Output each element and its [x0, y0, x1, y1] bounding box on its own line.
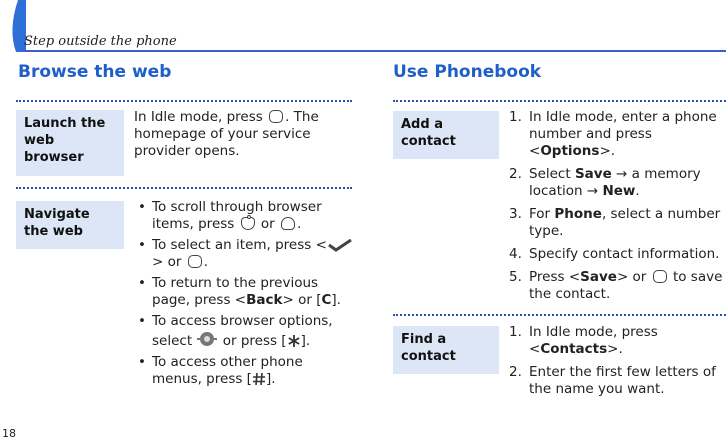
page-header-title: Step outside the phone	[24, 34, 177, 49]
list-item	[509, 269, 725, 303]
web-key-icon	[269, 110, 283, 123]
bullet-text: To select an item, press <	[152, 237, 327, 253]
bullet-text: To scroll through browser items, press	[152, 199, 322, 232]
bullet-key-name: Back	[246, 292, 283, 308]
find-contact-steps	[509, 324, 725, 404]
list-item	[134, 313, 356, 350]
step-number: 5.	[509, 269, 522, 285]
list-item	[134, 275, 356, 309]
bullet-text: .	[297, 216, 302, 232]
step-number: 4.	[509, 246, 522, 262]
list-item	[134, 237, 356, 271]
list-item	[509, 166, 725, 200]
header-accent-shape	[0, 0, 26, 52]
step-number: 2.	[509, 364, 522, 380]
web-key-icon	[653, 270, 667, 283]
browse-divider-mid	[16, 187, 352, 189]
step-text: In Idle mode, enter a phone number and press <	[529, 109, 717, 159]
options-softkey-icon	[196, 330, 218, 348]
step-number: 2.	[509, 166, 522, 182]
hash-key-icon	[252, 372, 266, 386]
step-text: to save the contact.	[529, 269, 723, 302]
step-text: In Idle mode, press <	[529, 324, 658, 357]
nav-down-key-icon	[281, 217, 295, 230]
navigate-web-label: Navigate the web	[16, 201, 124, 249]
bullet-text: > or	[152, 254, 182, 270]
step-number: 1.	[509, 324, 522, 340]
phonebook-section-title: Use Phonebook	[393, 62, 542, 82]
bullet-text: ].	[300, 333, 311, 349]
step-key-name: Options	[540, 143, 600, 159]
page-number: 18	[2, 427, 16, 440]
bullet-key-name: C	[321, 292, 332, 308]
step-text: Select	[529, 166, 571, 182]
launch-browser-label: Launch the web browser	[16, 110, 124, 176]
step-text: >.	[599, 143, 616, 159]
bullet-text: > or [	[282, 292, 322, 308]
add-contact-steps	[509, 109, 725, 309]
bullet-text: To access browser options, select	[152, 313, 333, 349]
list-item	[509, 206, 725, 240]
bullet-text: ].	[331, 292, 341, 308]
step-text: , select a number type.	[529, 206, 721, 239]
step-text: Specify contact information.	[529, 246, 720, 262]
add-contact-label: Add a contact	[393, 111, 499, 159]
step-text: .	[635, 183, 640, 199]
checkmark-softkey-icon	[327, 238, 353, 252]
step-number: 3.	[509, 206, 522, 222]
bullet-text: or	[260, 216, 275, 232]
step-number: 1.	[509, 109, 522, 125]
list-item	[134, 199, 356, 233]
browse-section-title: Browse the web	[18, 62, 172, 82]
phonebook-divider-mid	[393, 314, 726, 316]
step-text: > or	[616, 269, 647, 285]
step-text: >.	[607, 341, 623, 357]
step-text: → a memory location →	[529, 166, 701, 199]
phonebook-divider-top	[393, 100, 726, 102]
list-item	[509, 364, 725, 398]
bullet-text: To return to the previous page, press <	[152, 275, 319, 308]
step-text: Enter the first few letters of the name you want.	[529, 364, 716, 397]
bullet-text: or press [	[222, 333, 287, 349]
step-text: For	[529, 206, 551, 222]
step-text: Press <	[529, 269, 581, 285]
launch-text-pre: In Idle mode, press	[134, 109, 263, 125]
list-item	[509, 109, 725, 160]
bullet-text: To access other phone menus, press [	[152, 354, 303, 387]
step-key-name: Save	[574, 166, 612, 182]
list-item	[509, 324, 725, 358]
launch-browser-text	[134, 109, 352, 160]
step-key-name: Phone	[554, 206, 602, 222]
list-item	[134, 354, 356, 388]
step-key-name: New	[602, 183, 636, 199]
list-item	[509, 246, 725, 263]
step-key-name: Save	[580, 269, 617, 285]
navigate-bullet-list	[134, 199, 356, 392]
web-key-icon	[188, 255, 202, 268]
step-key-name: Contacts	[540, 341, 608, 357]
browse-divider-top	[16, 100, 352, 102]
launch-text-post: . The homepage of your service provider opens.	[134, 109, 319, 159]
nav-up-key-icon	[241, 217, 255, 230]
bullet-text: ].	[265, 371, 276, 387]
find-contact-label: Find a contact	[393, 326, 499, 374]
header-rule	[22, 50, 726, 52]
star-key-icon	[287, 334, 301, 348]
bullet-text: .	[203, 254, 209, 270]
